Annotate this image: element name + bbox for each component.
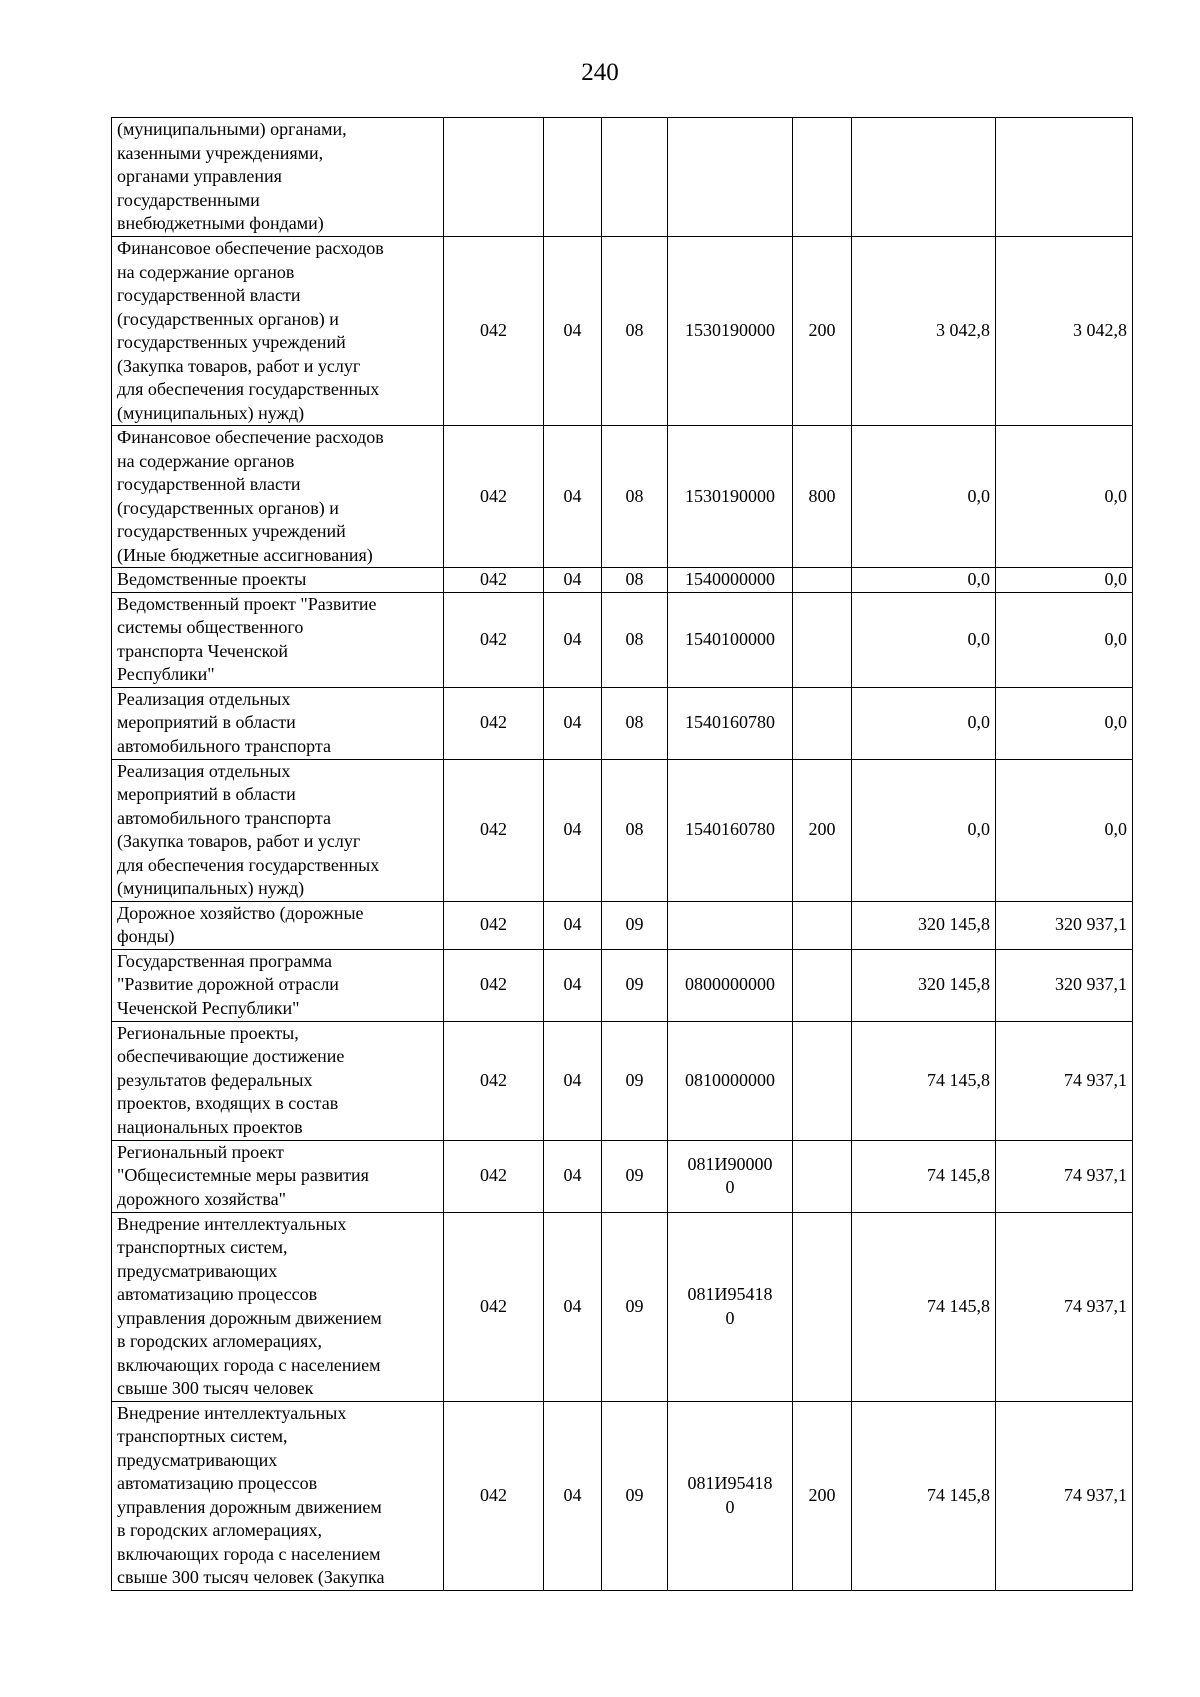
table-row: [112, 568, 1133, 593]
section-code: 04: [544, 568, 602, 593]
target-article-code: [668, 901, 793, 949]
subsection-code: 08: [602, 426, 668, 568]
table-row: [112, 118, 1133, 237]
target-article-code: 081И90000 0: [668, 1140, 793, 1212]
budget-table: [111, 117, 1133, 1591]
ved-code: 042: [444, 687, 544, 759]
subsection-code: 09: [602, 1212, 668, 1401]
subsection-code: 09: [602, 1140, 668, 1212]
table-row: [112, 759, 1133, 901]
row-name: Региональные проекты, обеспечивающие достижение результатов федеральных проектов, входящих в состав национальных проектов: [112, 1021, 444, 1140]
section-code: 04: [544, 237, 602, 426]
amount-year-1: 320 145,8: [852, 901, 996, 949]
amount-year-2: 74 937,1: [996, 1212, 1133, 1401]
table-row: [112, 687, 1133, 759]
target-article-code: 1530190000: [668, 426, 793, 568]
expense-type-code: [793, 901, 852, 949]
amount-year-1: [852, 118, 996, 237]
ved-code: 042: [444, 901, 544, 949]
amount-year-2: 320 937,1: [996, 949, 1133, 1021]
section-code: 04: [544, 592, 602, 687]
expense-type-code: 200: [793, 237, 852, 426]
table-row: [112, 1140, 1133, 1212]
target-article-code: 1530190000: [668, 237, 793, 426]
row-name: (муниципальными) органами, казенными учреждениями, органами управления государственными внебюджетными фондами): [112, 118, 444, 237]
subsection-code: 09: [602, 949, 668, 1021]
amount-year-1: 74 145,8: [852, 1021, 996, 1140]
expense-type-code: [793, 949, 852, 1021]
row-name: Ведомственные проекты: [112, 568, 444, 593]
target-article-code: 1540160780: [668, 687, 793, 759]
subsection-code: 09: [602, 1401, 668, 1590]
row-name: Внедрение интеллектуальных транспортных систем, предусматривающих автоматизацию процессов управления дорожным движением в городских агломерациях, включающих города с населением свыше 300 тысяч человек: [112, 1212, 444, 1401]
amount-year-2: 74 937,1: [996, 1401, 1133, 1590]
section-code: 04: [544, 1021, 602, 1140]
amount-year-1: 320 145,8: [852, 949, 996, 1021]
section-code: 04: [544, 1140, 602, 1212]
expense-type-code: [793, 1140, 852, 1212]
amount-year-2: 0,0: [996, 568, 1133, 593]
amount-year-2: 0,0: [996, 426, 1133, 568]
target-article-code: [668, 118, 793, 237]
target-article-code: 0800000000: [668, 949, 793, 1021]
row-name: Реализация отдельных мероприятий в области автомобильного транспорта: [112, 687, 444, 759]
subsection-code: 08: [602, 687, 668, 759]
amount-year-1: 74 145,8: [852, 1401, 996, 1590]
ved-code: 042: [444, 237, 544, 426]
page-number: 240: [581, 59, 619, 86]
expense-type-code: 800: [793, 426, 852, 568]
expense-type-code: [793, 1021, 852, 1140]
table-row: [112, 1401, 1133, 1590]
row-name: Внедрение интеллектуальных транспортных систем, предусматривающих автоматизацию процессов управления дорожным движением в городских агломерациях, включающих города с населением свыше 300 тысяч человек (Закупка: [112, 1401, 444, 1590]
subsection-code: 08: [602, 568, 668, 593]
expense-type-code: [793, 592, 852, 687]
amount-year-2: [996, 118, 1133, 237]
subsection-code: 08: [602, 592, 668, 687]
target-article-code: 0810000000: [668, 1021, 793, 1140]
subsection-code: [602, 118, 668, 237]
row-name: Ведомственный проект "Развитие системы общественного транспорта Чеченской Республики": [112, 592, 444, 687]
row-name: Финансовое обеспечение расходов на содержание органов государственной власти (государственных органов) и государственных учреждений (Закупка товаров, работ и услуг для обеспечения государственных (муниципальных) нужд): [112, 237, 444, 426]
section-code: 04: [544, 901, 602, 949]
expense-type-code: [793, 118, 852, 237]
target-article-code: 1540160780: [668, 759, 793, 901]
ved-code: [444, 118, 544, 237]
table-row: [112, 237, 1133, 426]
table-row: [112, 592, 1133, 687]
amount-year-1: 0,0: [852, 426, 996, 568]
table-row: [112, 949, 1133, 1021]
expense-type-code: [793, 568, 852, 593]
ved-code: 042: [444, 949, 544, 1021]
amount-year-1: 0,0: [852, 592, 996, 687]
expense-type-code: [793, 1212, 852, 1401]
subsection-code: 09: [602, 901, 668, 949]
amount-year-2: 320 937,1: [996, 901, 1133, 949]
table-row: [112, 901, 1133, 949]
section-code: 04: [544, 426, 602, 568]
section-code: 04: [544, 759, 602, 901]
ved-code: 042: [444, 1140, 544, 1212]
table-row: [112, 426, 1133, 568]
subsection-code: 08: [602, 237, 668, 426]
section-code: [544, 118, 602, 237]
amount-year-1: 0,0: [852, 687, 996, 759]
ved-code: 042: [444, 1212, 544, 1401]
row-name: Финансовое обеспечение расходов на содержание органов государственной власти (государственных органов) и государственных учреждений (Иные бюджетные ассигнования): [112, 426, 444, 568]
table-row: [112, 1021, 1133, 1140]
amount-year-1: 0,0: [852, 568, 996, 593]
row-name: Государственная программа "Развитие дорожной отрасли Чеченской Республики": [112, 949, 444, 1021]
ved-code: 042: [444, 759, 544, 901]
expense-type-code: 200: [793, 1401, 852, 1590]
amount-year-2: 74 937,1: [996, 1021, 1133, 1140]
subsection-code: 08: [602, 759, 668, 901]
expense-type-code: 200: [793, 759, 852, 901]
section-code: 04: [544, 1401, 602, 1590]
target-article-code: 081И95418 0: [668, 1401, 793, 1590]
section-code: 04: [544, 949, 602, 1021]
amount-year-1: 74 145,8: [852, 1212, 996, 1401]
row-name: Региональный проект "Общесистемные меры развития дорожного хозяйства": [112, 1140, 444, 1212]
amount-year-2: 0,0: [996, 592, 1133, 687]
amount-year-1: 0,0: [852, 759, 996, 901]
ved-code: 042: [444, 568, 544, 593]
ved-code: 042: [444, 1401, 544, 1590]
target-article-code: 081И95418 0: [668, 1212, 793, 1401]
target-article-code: 1540000000: [668, 568, 793, 593]
subsection-code: 09: [602, 1021, 668, 1140]
row-name: Реализация отдельных мероприятий в области автомобильного транспорта (Закупка товаров, работ и услуг для обеспечения государственных (муниципальных) нужд): [112, 759, 444, 901]
section-code: 04: [544, 687, 602, 759]
amount-year-1: 3 042,8: [852, 237, 996, 426]
target-article-code: 1540100000: [668, 592, 793, 687]
amount-year-2: 0,0: [996, 687, 1133, 759]
amount-year-2: 0,0: [996, 759, 1133, 901]
ved-code: 042: [444, 426, 544, 568]
ved-code: 042: [444, 592, 544, 687]
amount-year-1: 74 145,8: [852, 1140, 996, 1212]
ved-code: 042: [444, 1021, 544, 1140]
expense-type-code: [793, 687, 852, 759]
amount-year-2: 3 042,8: [996, 237, 1133, 426]
amount-year-2: 74 937,1: [996, 1140, 1133, 1212]
section-code: 04: [544, 1212, 602, 1401]
table-row: [112, 1212, 1133, 1401]
row-name: Дорожное хозяйство (дорожные фонды): [112, 901, 444, 949]
